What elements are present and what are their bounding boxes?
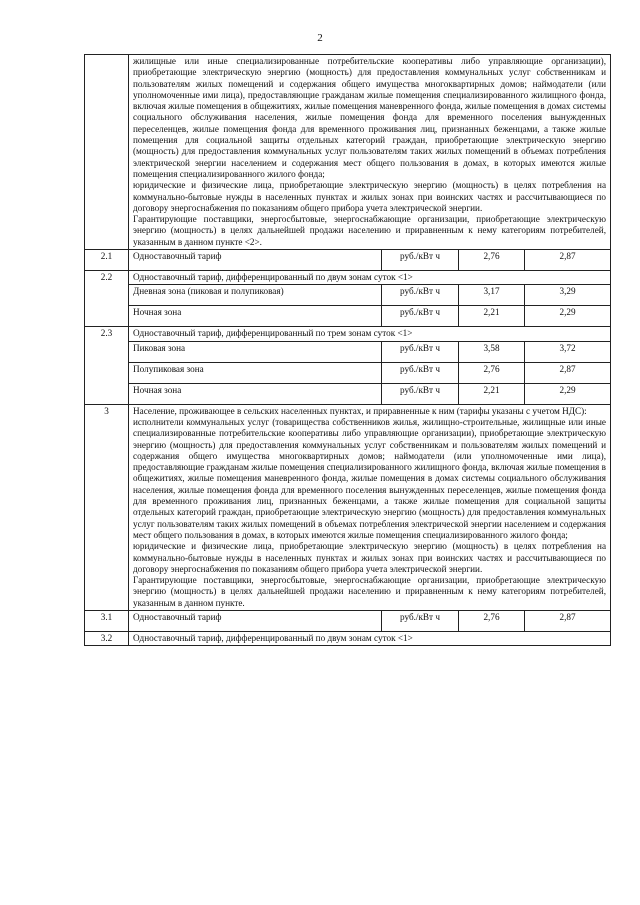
item-number: 3 [85, 404, 129, 610]
tariff-unit: руб./кВт ч [382, 285, 459, 306]
tariff-table [84, 54, 611, 646]
tariff-value-period1: 2,76 [459, 250, 525, 271]
description-paragraph: Население, проживающее в сельских населенных пунктах, и приравненные к ним (тарифы указаны с учетом НДС): [133, 405, 587, 416]
zone-name: Полупиковая зона [129, 362, 382, 383]
consumer-description [129, 55, 611, 250]
description-paragraph: юридические и физические лица, приобретающие электрическую энергию (мощность) в целях потребления на коммунально-бытовые нужды в населенных пунктах и жилых зонах при воинских частях и рассчитывающиеся по договору энергоснабжения по показаниям общего прибора учета электрической энергии. [133, 541, 607, 574]
tariff-value-period2: 2,29 [525, 383, 611, 404]
tariff-value-period2: 3,72 [525, 341, 611, 362]
tariff-value-period2: 2,87 [525, 250, 611, 271]
item-number: 3.1 [85, 610, 129, 631]
item-number: 2.2 [85, 271, 129, 327]
tariff-value-period1: 3,17 [459, 285, 525, 306]
tariff-name: Одноставочный тариф [129, 610, 382, 631]
zone-name: Ночная зона [129, 383, 382, 404]
description-paragraph: Гарантирующие поставщики, энергосбытовые, энергоснабжающие организации, приобретающие электрическую энергию (мощность) в целях дальнейшей продажи населению и приравненным к нему категориям потребителей, указанным в данном пункте <2>. [133, 214, 607, 247]
table-row [85, 306, 611, 327]
tariff-value-period2: 2,87 [525, 362, 611, 383]
tariff-value-period2: 2,29 [525, 306, 611, 327]
zone-name: Дневная зона (пиковая и полупиковая) [129, 285, 382, 306]
tariff-unit: руб./кВт ч [382, 362, 459, 383]
tariff-group-title: Одноставочный тариф, дифференцированный по двум зонам суток <1> [129, 631, 611, 645]
tariff-name: Одноставочный тариф [129, 250, 382, 271]
page-number: 2 [317, 32, 323, 44]
tariff-value-period1: 2,76 [459, 610, 525, 631]
consumer-description [129, 404, 611, 610]
table-row [85, 404, 611, 610]
table-row [85, 285, 611, 306]
zone-name: Ночная зона [129, 306, 382, 327]
tariff-unit: руб./кВт ч [382, 250, 459, 271]
description-paragraph: исполнители коммунальных услуг (товарищества собственников жилья, жилищно-строительные, жилищные или иные специализированные потребительские кооперативы либо управляющие организации), приобретающие электрическую энергию (мощность) для предоставления коммунальных услуг собственникам и пользователям жилых помещений и содержания общего имущества многоквартирных домов; наймодатели (или уполномоченные ими лица), предоставляющие гражданам жилые помещения специализированного жилищного фонда, включая жилые помещения в общежитиях, жилые помещения маневренного фонда, жилые помещения в домах системы социального обслуживания населения, жилые помещения фонда для временного поселения вынужденных переселенцев, жилые помещения фонда для временного проживания лиц, признанных беженцами, а также жилые помещения для социальной защиты отдельных категорий граждан, приобретающие электрическую энергию (мощность) для предоставления коммунальных услуг пользователям таких жилых помещений в объемах потребления электрической энергии населением и содержания мест общего пользования в домах, в которых имеются жилые помещения специализированного жилого фонда; [133, 416, 607, 540]
tariff-unit: руб./кВт ч [382, 610, 459, 631]
table-row [85, 631, 611, 645]
description-paragraph: Гарантирующие поставщики, энергосбытовые, энергоснабжающие организации, приобретающие электрическую энергию (мощность) в целях дальнейшей продажи населению и приравненным к нему категориям потребителей, указанным в данном пункте. [133, 575, 607, 608]
table-row [85, 362, 611, 383]
tariff-value-period2: 3,29 [525, 285, 611, 306]
description-paragraph: жилищные или иные специализированные потребительские кооперативы либо управляющие организации), приобретающие электрическую энергию (мощность) для предоставления коммунальных услуг собственникам и пользователям жилых помещений и содержания общего имущества многоквартирных домов; наймодатели (или уполномоченные ими лица), предоставляющие гражданам жилые помещения специализированного жилищного фонда, включая жилые помещения в общежитиях, жилые помещения маневренного фонда, жилые помещения в домах системы социального обслуживания населения, жилые помещения фонда для временного поселения вынужденных переселенцев, жилые помещения фонда для временного проживания лиц, признанных беженцами, а также жилые помещения для социальной защиты отдельных категорий граждан, приобретающие электрическую энергию (мощность) для предоставления коммунальных услуг пользователям таких жилых помещений в объемах потребления электрической энергии населением и содержания мест общего пользования в домах, в которых имеются жилые помещения специализированного жилого фонда; [133, 56, 607, 179]
item-number: 2.3 [85, 327, 129, 404]
item-number: 3.2 [85, 631, 129, 645]
tariff-value-period1: 2,21 [459, 383, 525, 404]
item-number: 2.1 [85, 250, 129, 271]
tariff-unit: руб./кВт ч [382, 383, 459, 404]
tariff-unit: руб./кВт ч [382, 306, 459, 327]
description-paragraph: юридические и физические лица, приобретающие электрическую энергию (мощность) в целях потребления на коммунально-бытовые нужды в населенных пунктах и жилых зонах при воинских частях и рассчитывающиеся по договору энергоснабжения по показаниям общего прибора учета электрической энергии. [133, 180, 607, 213]
tariff-value-period1: 3,58 [459, 341, 525, 362]
table-row [85, 55, 611, 250]
tariff-value-period1: 2,76 [459, 362, 525, 383]
item-number-cell [85, 55, 129, 250]
tariff-group-title: Одноставочный тариф, дифференцированный по двум зонам суток <1> [129, 271, 611, 285]
table-row [85, 383, 611, 404]
table-row [85, 610, 611, 631]
tariff-unit: руб./кВт ч [382, 341, 459, 362]
zone-name: Пиковая зона [129, 341, 382, 362]
tariff-value-period1: 2,21 [459, 306, 525, 327]
table-row [85, 341, 611, 362]
table-row [85, 250, 611, 271]
tariff-value-period2: 2,87 [525, 610, 611, 631]
tariff-group-title: Одноставочный тариф, дифференцированный по трем зонам суток <1> [129, 327, 611, 341]
table-row [85, 327, 611, 341]
table-row [85, 271, 611, 285]
